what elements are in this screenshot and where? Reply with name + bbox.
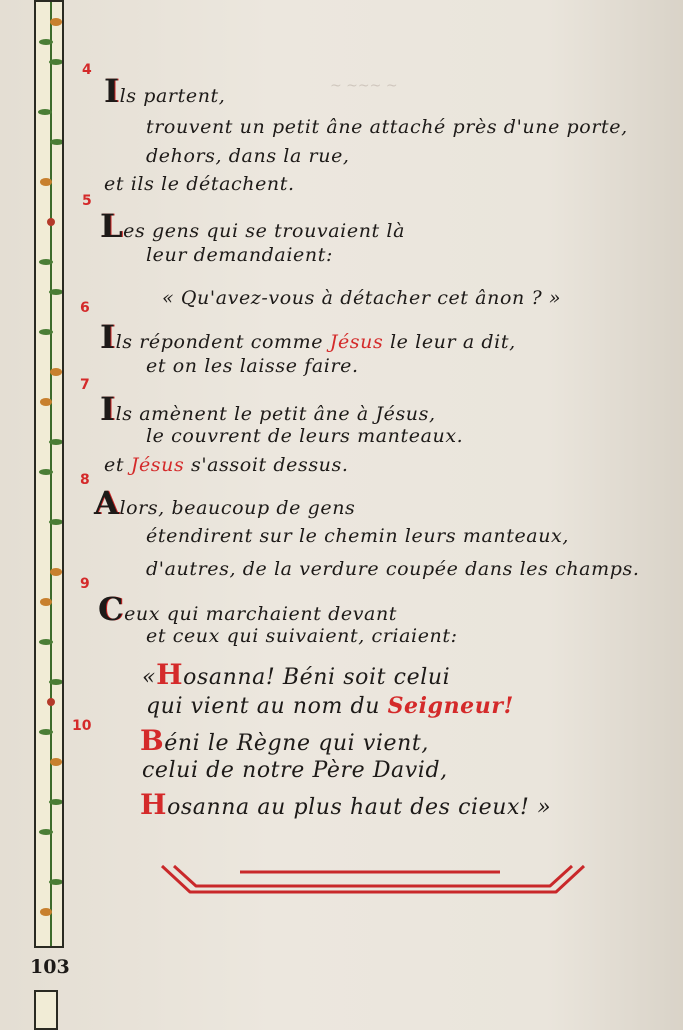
- text-line: étendirent sur le chemin leurs manteaux,: [146, 525, 570, 547]
- line-text: ls partent,: [119, 85, 226, 107]
- verse-number: 10: [72, 718, 92, 734]
- decorative-foliage-border-bottom: [34, 990, 58, 1030]
- text-line: d'autres, de la verdure coupée dans les champs.: [146, 558, 640, 580]
- line-text: eux qui marchaient devant: [124, 603, 398, 625]
- text-line: [94, 484, 355, 522]
- drop-cap: L: [100, 207, 124, 245]
- page-number: 103: [30, 956, 70, 978]
- text-line: [98, 590, 397, 628]
- drop-cap: H: [156, 658, 184, 691]
- drop-cap: H: [140, 788, 168, 821]
- drop-cap: I: [100, 318, 116, 356]
- line-text: et: [104, 454, 131, 476]
- line-text: lors, beaucoup de gens: [119, 497, 356, 519]
- drop-cap: C: [98, 590, 125, 628]
- line-text: s'assoit dessus.: [184, 454, 349, 476]
- text-line: [104, 72, 225, 110]
- rubric-word: Seigneur!: [387, 693, 514, 719]
- line-text: éni le Règne qui vient,: [164, 731, 429, 756]
- text-line: [140, 788, 551, 821]
- line-text: le leur a dit,: [383, 331, 516, 353]
- closing-ornament: [160, 860, 586, 900]
- line-text: osanna au plus haut des cieux! »: [167, 795, 552, 820]
- verse-number: 8: [80, 472, 90, 488]
- drop-cap: I: [104, 72, 120, 110]
- text-line: [142, 658, 450, 691]
- verse-number: 4: [82, 62, 92, 78]
- line-text: ls répondent comme: [115, 331, 330, 353]
- decorative-foliage-border: [34, 0, 64, 948]
- verse-number: 5: [82, 193, 92, 209]
- text-line: et on les laisse faire.: [146, 355, 359, 377]
- line-text: qui vient au nom du: [146, 694, 388, 719]
- text-line: le couvrent de leurs manteaux.: [146, 425, 464, 447]
- text-line: [104, 454, 349, 476]
- rubric-word: Jésus: [329, 331, 384, 353]
- text-line: « Qu'avez-vous à détacher cet ânon ? »: [162, 287, 562, 309]
- text-line: [100, 207, 405, 245]
- drop-cap: I: [100, 390, 116, 428]
- text-line: [100, 390, 436, 428]
- text-line: dehors, dans la rue,: [146, 145, 350, 167]
- line-text: «: [142, 665, 157, 690]
- rubric-word: Jésus: [130, 454, 185, 476]
- text-line: [146, 693, 514, 719]
- verse-number: 6: [80, 300, 90, 316]
- text-line: leur demandaient:: [146, 244, 333, 266]
- drop-cap: A: [94, 484, 120, 522]
- text-line: et ceux qui suivaient, criaient:: [146, 625, 458, 647]
- text-line: et ils le détachent.: [104, 173, 295, 195]
- text-line: [100, 318, 516, 356]
- text-line: [140, 724, 429, 757]
- verse-number: 7: [80, 377, 90, 393]
- line-text: es gens qui se trouvaient là: [123, 220, 406, 242]
- bleed-through-text: ~ ~~~ ~: [330, 78, 398, 94]
- line-text: ls amènent le petit âne à Jésus,: [115, 403, 436, 425]
- text-line: celui de notre Père David,: [142, 758, 448, 783]
- verse-number: 9: [80, 576, 90, 592]
- line-text: osanna! Béni soit celui: [183, 665, 451, 690]
- text-line: trouvent un petit âne attaché près d'une porte,: [146, 116, 628, 138]
- drop-cap: B: [140, 724, 165, 757]
